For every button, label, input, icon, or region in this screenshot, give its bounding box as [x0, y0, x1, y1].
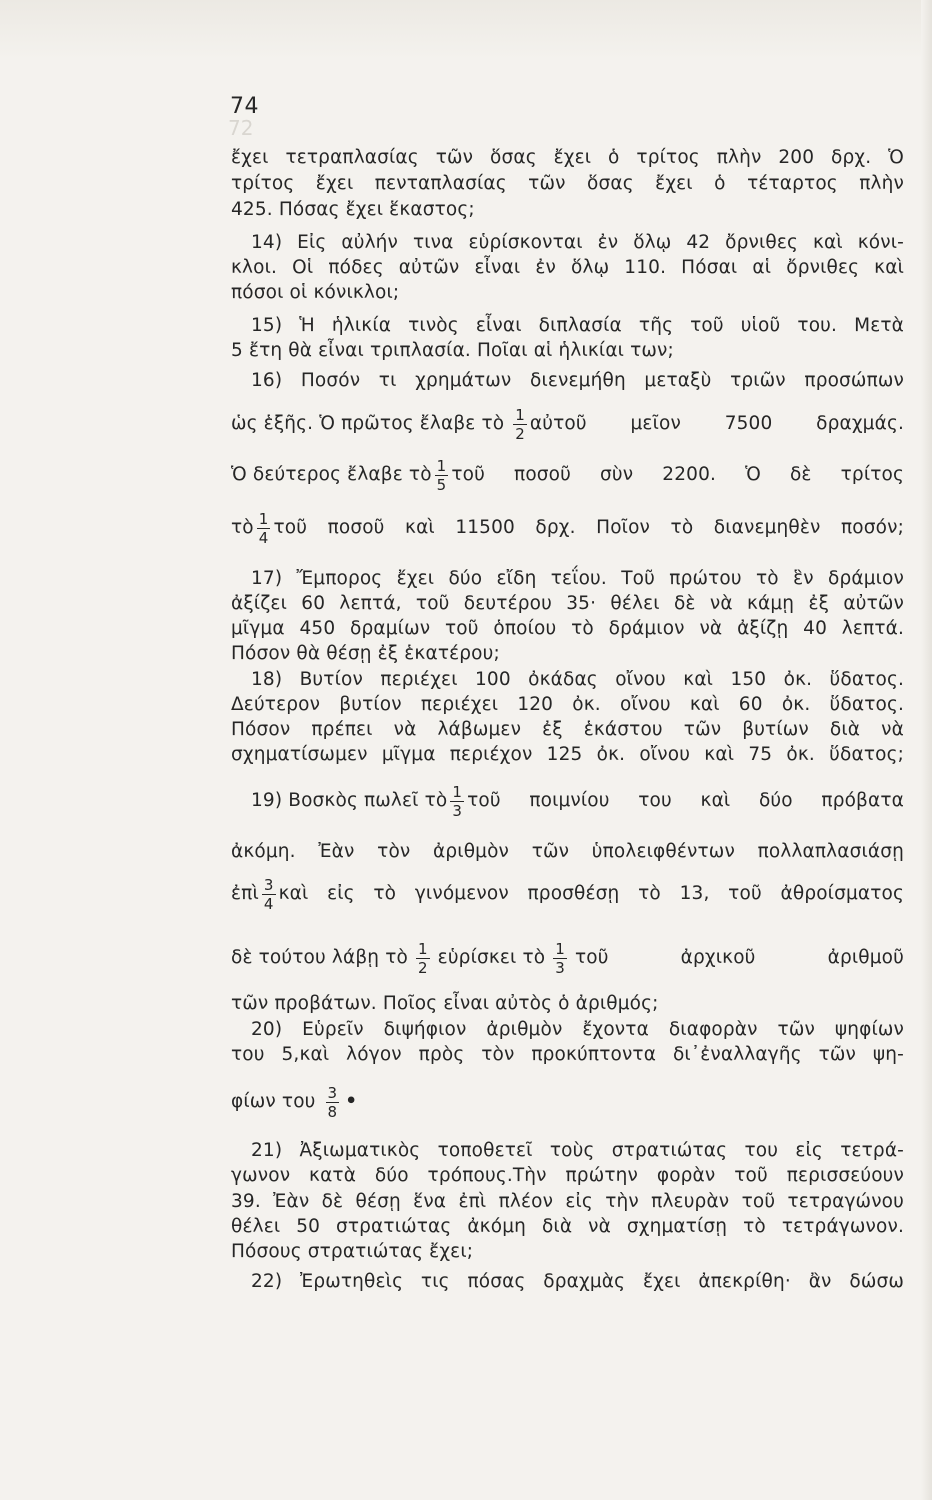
problem-19-line	[251, 779, 904, 823]
text-segment: Ὁ δεύτερος ἔλαβε τὸ	[231, 464, 432, 485]
fraction-denominator: 4	[263, 894, 274, 913]
text-line: του 5,καὶ λόγον πρὸς τὸν προκύπτοντα δι᾽ἐναλλαγῆς τῶν ψη-	[231, 1044, 904, 1065]
fraction-one-third	[450, 783, 464, 820]
text-line-with-fraction	[231, 402, 904, 446]
text-segment: τὸ	[231, 517, 254, 538]
fraction-one-third	[553, 940, 567, 977]
text-line: πόσοι οἱ κόνικλοι;	[231, 282, 400, 303]
text-segment: καὶ εἰς τὸ γινόμενον προσθέσῃ τὸ 13, τοῦ ἀθροίσματος	[278, 883, 904, 904]
problem-17-line: 17) Ἔμπορος ἔχει δύο εἴδη τεΐου. Τοῦ πρώτου τὸ ἓν δράμιον	[251, 568, 904, 589]
fraction-denominator: 5	[436, 475, 447, 494]
text-line: ἔχει τετραπλασίας τῶν ὅσας ἔχει ὁ τρίτος πλὴν 200 δρχ. Ὁ	[231, 147, 904, 168]
fraction-numerator: 1	[452, 782, 463, 801]
text-segment: φίων του	[231, 1091, 316, 1112]
text-line: κλοι. Οἱ πόδες αὐτῶν εἶναι ἐν ὅλῳ 110. Πόσαι αἱ ὄρνιθες καὶ	[231, 257, 904, 278]
text-line-with-fraction	[231, 506, 904, 550]
fraction-numerator: 1	[258, 509, 269, 528]
ghost-page-number: 72	[228, 116, 254, 140]
text-line: 425. Πόσας ἔχει ἕκαστος;	[231, 199, 475, 220]
text-line: 39. Ἐὰν δὲ θέσῃ ἕνα ἐπὶ πλέον εἰς τὴν πλευρὰν τοῦ τετραγώνου	[231, 1191, 904, 1212]
text-segment: ὡς ἑξῆς. Ὁ πρῶτος ἔλαβε τὸ	[231, 413, 505, 434]
text-segment: εὑρίσκει τὸ	[437, 947, 546, 968]
text-line: Δεύτερον βυτίον περιέχει 120 ὀκ. οἴνου καὶ 60 ὀκ. ὕδατος.	[231, 694, 904, 715]
fraction-numerator: 1	[436, 456, 447, 475]
page-number: 74	[230, 94, 259, 119]
bullet-mark: •	[345, 1091, 358, 1112]
fraction-numerator: 3	[327, 1083, 338, 1102]
text-line-with-fraction	[231, 936, 904, 980]
text-segment: τοῦ ποσοῦ σὺν 2200. Ὁ δὲ τρίτος	[451, 464, 904, 485]
text-line: τρίτος ἔχει πενταπλασίας τῶν ὅσας ἔχει ὁ τέταρτος πλὴν	[231, 173, 904, 194]
fraction-one-half	[513, 406, 527, 443]
fraction-one-quarter	[257, 510, 271, 547]
fraction-denominator: 3	[555, 958, 565, 977]
text-line: τῶν προβάτων. Ποῖος εἶναι αὐτὸς ὁ ἀριθμός;	[231, 993, 659, 1014]
text-line: 5 ἔτη θὰ εἶναι τριπλασία. Ποῖαι αἱ ἡλικίαι των;	[231, 340, 674, 361]
fraction-denominator: 2	[515, 424, 525, 443]
fraction-denominator: 3	[452, 801, 463, 820]
problem-22-line: 22) Ἐρωτηθεὶς τις πόσας δραχμὰς ἔχει ἀπεκρίθη· ἂν δώσω	[251, 1271, 904, 1292]
text-segment: 19) Βοσκὸς πωλεῖ τὸ	[251, 790, 448, 811]
fraction-denominator: 8	[327, 1102, 338, 1121]
fraction-numerator: 1	[515, 405, 525, 424]
text-line-with-fraction	[231, 872, 904, 916]
fraction-numerator: 3	[263, 875, 274, 894]
text-segment: αὐτοῦ μεῖον 7500 δραχμάς.	[529, 413, 904, 434]
text-line: Πόσον πρέπει νὰ λάβωμεν ἐξ ἑκάστου τῶν βυτίων διὰ νὰ	[231, 719, 904, 740]
text-segment: ἐπὶ	[231, 883, 259, 904]
fraction-numerator: 1	[555, 939, 565, 958]
problem-18-line: 18) Βυτίον περιέχει 100 ὀκάδας οἴνου καὶ 150 ὀκ. ὕδατος.	[251, 669, 904, 690]
fraction-one-half	[416, 940, 430, 977]
text-line: θέλει 50 στρατιώτας ἀκόμη διὰ νὰ σχηματίσῃ τὸ τετράγωνον.	[231, 1216, 904, 1237]
text-line: σχηματίσωμεν μῖγμα περιέχον 125 ὀκ. οἴνου καὶ 75 ὀκ. ὕδατος;	[231, 744, 904, 765]
fraction-one-fifth	[435, 457, 449, 494]
text-line: Πόσον θὰ θέσῃ ἐξ ἑκατέρου;	[231, 643, 500, 664]
problem-21-line: 21) Ἀξιωματικὸς τοποθετεῖ τοὺς στρατιώτας του εἰς τετρά-	[251, 1140, 904, 1161]
fraction-three-eighths	[326, 1084, 340, 1121]
fraction-numerator: 1	[417, 939, 428, 958]
text-line: Πόσους στρατιώτας ἔχει;	[231, 1241, 474, 1262]
page-top-shade	[0, 0, 932, 60]
text-segment: δὲ τούτου λάβῃ τὸ	[231, 947, 408, 968]
text-line: ἀκόμη. Ἐὰν τὸν ἀριθμὸν τῶν ὑπολειφθέντων πολλαπλασιάσῃ	[231, 841, 904, 862]
text-line: μῖγμα 450 δραμίων τοῦ ὁποίου τὸ δράμιον νὰ ἀξίζῃ 40 λεπτά.	[231, 618, 904, 639]
fraction-three-quarters	[262, 876, 276, 913]
text-line: ἀξίζει 60 λεπτά, τοῦ δευτέρου 35· θέλει δὲ νὰ κάμῃ ἐξ αὐτῶν	[231, 593, 904, 614]
problem-20-line: 20) Εὑρεῖν διψήφιον ἀριθμὸν ἔχοντα διαφορὰν τῶν ψηφίων	[251, 1019, 904, 1040]
problem-16-line: 16) Ποσόν τι χρημάτων διενεμήθη μεταξὺ τριῶν προσώπων	[251, 370, 904, 391]
problem-14-line: 14) Εἰς αὐλήν τινα εὑρίσκονται ἐν ὅλῳ 42 ὄρνιθες καὶ κόνι-	[251, 232, 904, 253]
text-segment: τοῦ ἀρχικοῦ ἀριθμοῦ	[574, 947, 904, 968]
text-segment: τοῦ ποσοῦ καὶ 11500 δρχ. Ποῖον τὸ διανεμηθὲν ποσόν;	[273, 517, 904, 538]
text-line-with-fraction	[231, 1080, 904, 1124]
fraction-denominator: 2	[417, 958, 428, 977]
page-edge-shade	[921, 0, 932, 1500]
text-line-with-fraction	[231, 453, 904, 497]
text-segment: τοῦ ποιμνίου του καὶ δύο πρόβατα	[467, 790, 904, 811]
fraction-denominator: 4	[258, 528, 269, 547]
text-line: γωνον κατὰ δύο τρόπους.Τὴν πρώτην φορὰν τοῦ περισσεύουν	[231, 1165, 904, 1186]
problem-15-line: 15) Ἡ ἡλικία τινὸς εἶναι διπλασία τῆς τοῦ υἱοῦ του. Μετὰ	[251, 315, 904, 336]
